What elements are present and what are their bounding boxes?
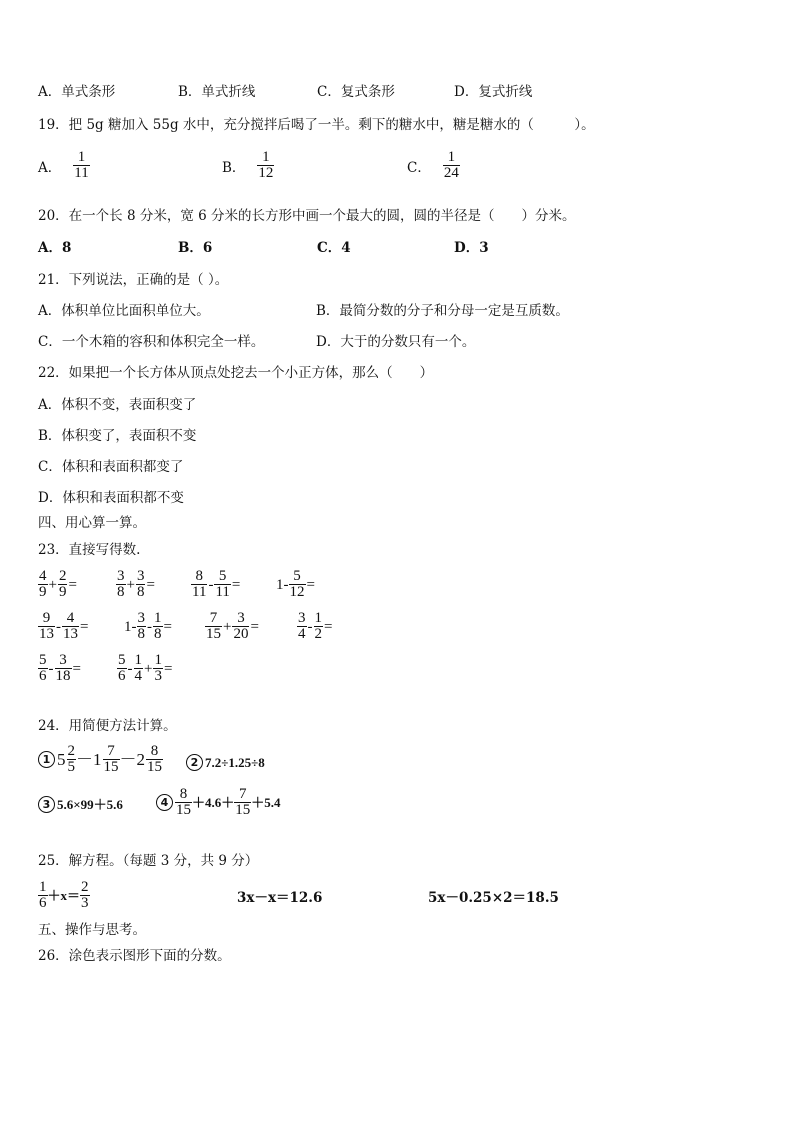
q23-item-6: 1- $\frac{3}{8}$ - $\frac{1}{8}$ =: [124, 610, 172, 642]
q23-item-10: $\frac{5}{6}$ - $\frac{1}{4}$ + $\frac{1}{3}$ =: [118, 652, 173, 684]
q24-item-1: 1 5 $\frac{2}{5}$ －1 $\frac{7}{15}$ －2 $\frac{8}{15}$: [38, 744, 163, 775]
q24-item-2: 2 7.2÷1.25÷8: [186, 754, 265, 771]
q22-option-d: D．体积和表面积都不变: [38, 490, 184, 506]
q19-stem: 19．把 5g 糖加入 55g 水中，充分搅拌后喝了一半。剩下的糖水中，糖是糖水的（ ）。: [38, 117, 595, 133]
fraction: $\frac{1}{12}$: [258, 149, 274, 181]
q22-option-b: B．体积变了，表面积不变: [38, 428, 197, 444]
section-heading-5: 五、操作与思考。: [38, 922, 146, 938]
q25-stem: 25．解方程。（每题 3 分，共 9 分）: [38, 853, 259, 869]
q25-equation-1: $\frac{1}{6}$ ＋x＝ $\frac{2}{3}$: [39, 879, 89, 911]
circled-number-4: 4: [156, 794, 173, 811]
q23-item-9: $\frac{5}{6}$ - $\frac{3}{18}$ =: [39, 652, 81, 684]
q19-option-a: A． $\frac{1}{11}$: [38, 149, 89, 181]
q20-option-b: B．6: [178, 240, 213, 256]
q25-equation-2: 3x－x＝12.6: [237, 890, 323, 906]
fraction: $\frac{1}{11}$: [74, 149, 89, 181]
q18-option-d: D．复式折线: [454, 84, 533, 100]
q23-item-7: $\frac{7}{15}$ + $\frac{3}{20}$ =: [206, 610, 259, 642]
section-heading-4: 四、用心算一算。: [38, 515, 146, 531]
q23-item-4: 1- $\frac{5}{12}$ =: [276, 568, 315, 600]
q26-stem: 26．涂色表示图形下面的分数。: [38, 948, 231, 964]
q21-option-d: D．大于的分数只有一个。: [316, 334, 476, 350]
q20-option-a: A．8: [38, 240, 72, 256]
q21-option-c: C．一个木箱的容积和体积完全一样。: [38, 334, 265, 350]
q22-stem: 22．如果把一个长方体从顶点处挖去一个小正方体，那么（ ）: [38, 365, 434, 381]
q24-item-3: 3 5.6×99＋5.6: [38, 796, 123, 813]
q21-option-a: A．体积单位比面积单位大。: [38, 303, 210, 319]
q23-item-2: $\frac{3}{8}$ + $\frac{3}{8}$ =: [117, 568, 155, 600]
q23-item-1: $\frac{4}{9}$ + $\frac{2}{9}$ =: [39, 568, 77, 600]
q24-item-4: 4 $\frac{8}{15}$ ＋4.6＋ $\frac{7}{15}$ ＋5.4: [156, 787, 281, 818]
fraction: $\frac{1}{24}$: [443, 149, 459, 181]
q22-option-c: C．体积和表面积都变了: [38, 459, 184, 475]
q19-option-c: C． $\frac{1}{24}$: [407, 149, 459, 181]
q23-item-3: $\frac{8}{11}$ - $\frac{5}{11}$ =: [192, 568, 241, 600]
q20-stem: 20．在一个长 8 分米，宽 6 分米的长方形中画一个最大的圆，圆的半径是（ ）分米。: [38, 208, 576, 224]
q20-option-c: C．4: [317, 240, 351, 256]
q24-stem: 24．用简便方法计算。: [38, 718, 177, 734]
q19-option-b: B． $\frac{1}{12}$: [222, 149, 274, 181]
circled-number-1: 1: [38, 751, 55, 768]
q20-option-d: D．3: [454, 240, 489, 256]
q18-option-b: B．单式折线: [178, 84, 256, 100]
q18-option-a: A．单式条形: [38, 84, 116, 100]
q23-item-5: $\frac{9}{13}$ - $\frac{4}{13}$ =: [39, 610, 89, 642]
q23-item-8: $\frac{3}{4}$ - $\frac{1}{2}$ =: [298, 610, 333, 642]
q23-stem: 23．直接写得数.: [38, 542, 141, 558]
q22-option-a: A．体积不变，表面积变了: [38, 397, 197, 413]
q21-stem: 21．下列说法，正确的是（ ）。: [38, 272, 229, 288]
circled-number-3: 3: [38, 796, 55, 813]
circled-number-2: 2: [186, 754, 203, 771]
q25-equation-3: 5x－0.25×2＝18.5: [428, 890, 559, 906]
q18-option-c: C．复式条形: [317, 84, 395, 100]
q21-option-b: B．最简分数的分子和分母一定是互质数。: [316, 303, 569, 319]
